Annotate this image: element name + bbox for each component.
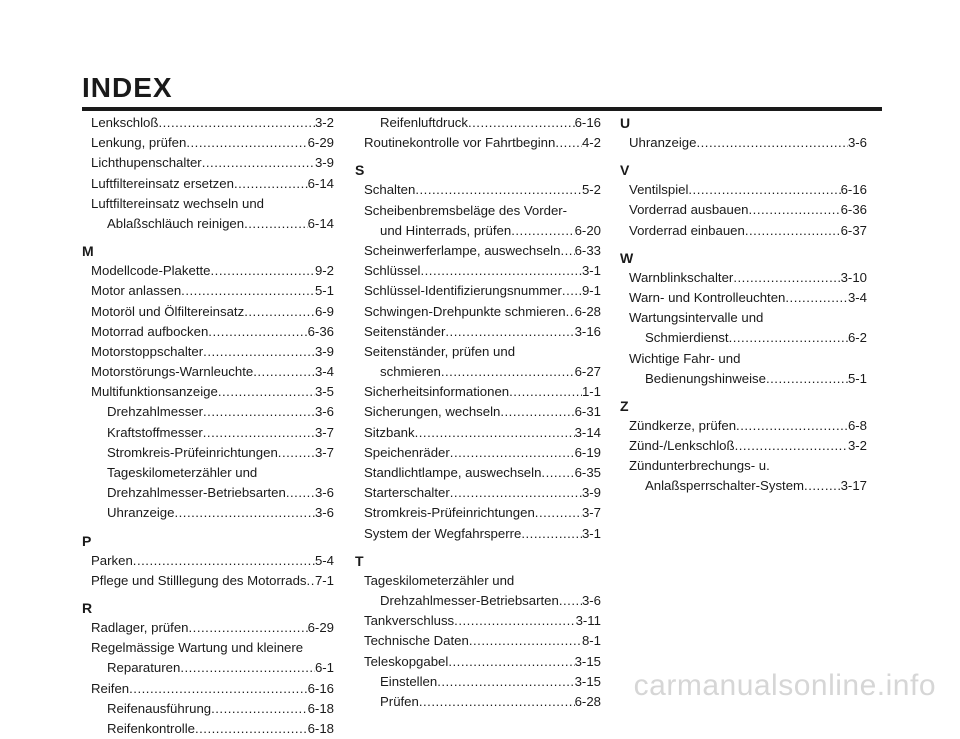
leader-dots	[203, 402, 315, 422]
entry-text: Schmierdienst	[645, 330, 729, 346]
entry-text: Starterschalter	[364, 485, 450, 501]
section-letter: U	[620, 115, 631, 131]
entry-text: Pflege und Stilllegung des Motorrads	[91, 572, 307, 588]
leader-dots	[469, 631, 582, 651]
entry-page: 6-33	[574, 242, 601, 258]
entry-page: 6-16	[307, 680, 334, 696]
leader-dots	[180, 658, 315, 678]
entry-page: 1-1	[581, 384, 601, 400]
entry-text: Luftfiltereinsatz wechseln und	[91, 195, 265, 211]
index-entry	[355, 571, 601, 591]
leader-dots	[203, 342, 315, 362]
leader-dots	[278, 443, 315, 463]
leader-dots	[448, 652, 574, 672]
leader-dots	[511, 221, 574, 241]
index-entry	[620, 133, 867, 153]
leader-dots	[766, 369, 848, 389]
entry-page: 3-10	[840, 269, 867, 285]
entry-text: schmieren	[380, 364, 441, 380]
entry-page: 3-15	[574, 673, 601, 689]
index-entry	[355, 302, 601, 322]
entry-page: 6-20	[574, 222, 601, 238]
index-section	[355, 113, 601, 153]
leader-dots	[186, 133, 307, 153]
index-entry	[355, 631, 601, 651]
entry-page: 6-8	[847, 417, 867, 433]
entry-text: Ablaßschläuch reinigen	[107, 215, 245, 231]
leader-dots	[253, 362, 315, 382]
index-entry	[82, 503, 334, 523]
title-rule	[82, 107, 882, 111]
entry-page: 3-11	[575, 613, 601, 629]
entry-page: 3-17	[840, 478, 867, 494]
entry-text: Technische Daten	[364, 633, 469, 649]
entry-text: Drehzahlmesser	[107, 404, 204, 420]
entry-text: Seitenständer, prüfen und	[364, 343, 516, 359]
entry-text: Reparaturen	[107, 660, 181, 676]
leader-dots	[420, 261, 581, 281]
entry-text: Reifen	[91, 680, 130, 696]
leader-dots	[445, 322, 574, 342]
index-entry	[355, 241, 601, 261]
section-letter: P	[82, 532, 92, 549]
index-entry	[82, 133, 334, 153]
entry-text: Zündunterbrechungs- u.	[629, 458, 770, 474]
index-entry	[82, 174, 334, 194]
entry-text: Reifenkontrolle	[107, 720, 195, 736]
entry-text: und Hinterrads, prüfen	[380, 222, 512, 238]
section-letter: Z	[620, 397, 629, 414]
leader-dots	[541, 463, 574, 483]
entry-text: Prüfen	[380, 693, 419, 709]
leader-dots	[733, 268, 840, 288]
index-entry	[620, 200, 867, 220]
leader-dots	[555, 133, 582, 153]
entry-page: 3-2	[314, 115, 334, 130]
leader-dots	[203, 423, 315, 443]
entry-page: 3-5	[314, 384, 334, 400]
entry-text: Tageskilometerzähler und	[107, 465, 258, 480]
index-entry	[355, 423, 601, 443]
entry-text: Ventilspiel	[629, 182, 689, 198]
leader-dots	[195, 719, 308, 739]
index-entry	[82, 423, 334, 443]
entry-text: Uhranzeige	[107, 505, 175, 521]
entry-text: Warn- und Kontrolleuchten	[629, 289, 786, 305]
index-column-3	[620, 113, 867, 497]
entry-page: 5-4	[314, 552, 334, 568]
index-entry	[82, 571, 334, 591]
leader-dots	[468, 113, 575, 133]
leader-dots	[244, 214, 308, 234]
entry-page: 6-2	[847, 330, 867, 346]
index-entry	[355, 692, 601, 712]
index-entry	[82, 281, 334, 301]
entry-text: Speichenräder	[364, 444, 450, 460]
entry-page: 6-9	[314, 303, 334, 319]
entry-text: Kraftstoffmesser	[107, 424, 203, 440]
entry-text: Lenkschloß	[91, 115, 159, 130]
entry-page: 6-36	[840, 202, 867, 218]
page-title: INDEX	[82, 72, 173, 103]
entry-text: Luftfiltereinsatz ersetzen	[91, 175, 234, 191]
entry-text: Sicherheitsinformationen	[364, 384, 510, 400]
leader-dots	[181, 281, 315, 301]
leader-dots	[234, 174, 308, 194]
entry-page: 6-35	[574, 465, 601, 480]
entry-text: Reifenluftdruck	[380, 115, 468, 130]
section-letter: M	[82, 243, 94, 260]
entry-text: Stromkreis-Prüfeinrichtungen	[364, 505, 535, 521]
leader-dots	[218, 382, 315, 402]
index-entry	[620, 221, 867, 241]
index-entry	[355, 342, 601, 362]
entry-text: Sitzbank	[364, 424, 415, 440]
index-entry	[82, 463, 334, 483]
leader-dots	[562, 281, 582, 301]
entry-page: 6-28	[574, 693, 601, 709]
entry-text: Sicherungen, wechseln	[364, 404, 501, 420]
entry-page: 3-1	[581, 525, 601, 541]
entry-page: 3-6	[847, 135, 867, 150]
leader-dots	[560, 241, 574, 261]
entry-text: Vorderrad ausbauen	[629, 202, 749, 218]
entry-page: 3-6	[314, 505, 334, 521]
entry-text: Seitenständer	[364, 323, 446, 339]
entry-page: 6-19	[574, 444, 601, 460]
leader-dots	[307, 571, 315, 591]
entry-page: 6-1	[314, 660, 334, 676]
index-entry	[82, 214, 334, 234]
entry-page: 3-7	[314, 424, 334, 440]
leader-dots	[696, 133, 847, 153]
index-entry	[355, 201, 601, 221]
entry-text: Standlichtlampe, auswechseln	[364, 465, 542, 480]
leader-dots	[688, 180, 840, 200]
index-entry	[355, 281, 601, 301]
index-entry	[620, 416, 867, 436]
index-entry	[82, 342, 334, 362]
index-entry	[82, 618, 334, 638]
entry-text: Tankverschluss	[364, 613, 455, 629]
entry-text: Schwingen-Drehpunkte schmieren	[364, 303, 566, 319]
leader-dots	[735, 436, 848, 456]
leader-dots	[500, 402, 574, 422]
index-entry	[82, 382, 334, 402]
entry-text: Schlüssel-Identifizierungsnummer	[364, 283, 562, 299]
entry-text: Multifunktionsanzeige	[91, 384, 218, 400]
entry-page: 5-1	[314, 283, 334, 299]
entry-page: 3-9	[314, 343, 334, 359]
index-entry	[355, 524, 601, 544]
section-letter: W	[620, 249, 634, 266]
leader-dots	[129, 679, 307, 699]
entry-text: Uhranzeige	[629, 135, 697, 150]
entry-page: 3-6	[314, 485, 334, 501]
index-entry	[355, 503, 601, 523]
index-entry	[355, 402, 601, 422]
leader-dots	[441, 362, 575, 382]
entry-text: Reifenausführung	[107, 700, 212, 716]
entry-text: Lenkung, prüfen	[91, 135, 187, 151]
index-entry	[620, 328, 867, 348]
entry-text: Schlüssel	[364, 263, 421, 279]
entry-page: 3-7	[581, 505, 601, 521]
entry-text: Zündkerze, prüfen	[629, 417, 737, 433]
leader-dots	[509, 382, 582, 402]
entry-page: 6-36	[307, 323, 334, 339]
index-entry	[355, 591, 601, 611]
entry-page: 6-18	[307, 720, 334, 736]
index-column-1	[82, 113, 334, 739]
entry-text: Scheibenbremsbeläge des Vorder-	[364, 202, 568, 218]
entry-page: 6-14	[307, 215, 334, 231]
entry-page: 5-2	[581, 182, 601, 198]
index-entry	[82, 302, 334, 322]
index-entry	[355, 611, 601, 631]
index-entry	[355, 221, 601, 241]
entry-page: 3-1	[581, 263, 601, 279]
leader-dots	[419, 692, 575, 712]
entry-text: Teleskopgabel	[364, 653, 449, 669]
index-entry	[355, 322, 601, 342]
leader-dots	[189, 618, 308, 638]
index-entry	[355, 652, 601, 672]
leader-dots	[202, 153, 315, 173]
entry-text: Routinekontrolle vor Fahrtbeginn	[364, 135, 556, 151]
leader-dots	[736, 416, 848, 436]
index-entry	[82, 679, 334, 699]
index-section	[82, 531, 334, 591]
leader-dots	[745, 221, 841, 241]
entry-text: System der Wegfahrsperre	[364, 525, 522, 541]
entry-page: 6-16	[574, 115, 601, 130]
entry-page: 3-16	[574, 323, 601, 339]
index-entry	[355, 180, 601, 200]
index-entry	[355, 261, 601, 281]
entry-text: Schalten	[364, 182, 416, 198]
entry-page: 6-16	[840, 182, 867, 198]
index-section	[355, 551, 601, 712]
index-section	[355, 160, 601, 543]
leader-dots	[729, 328, 848, 348]
entry-page: 3-6	[314, 404, 334, 420]
index-section	[620, 248, 867, 389]
entry-page: 6-14	[307, 175, 334, 191]
leader-dots	[415, 180, 582, 200]
entry-text: Motorstörungs-Warnleuchte	[91, 364, 254, 380]
index-entry	[355, 382, 601, 402]
entry-page: 5-1	[847, 370, 867, 386]
index-entry	[82, 719, 334, 739]
entry-text: Stromkreis-Prüfeinrichtungen	[107, 444, 278, 460]
index-section	[620, 160, 867, 241]
index-entry	[82, 194, 334, 214]
index-entry	[82, 658, 334, 678]
index-entry	[355, 463, 601, 483]
entry-page: 9-2	[314, 263, 334, 279]
entry-page: 3-6	[581, 592, 601, 608]
index-entry	[355, 483, 601, 503]
leader-dots	[785, 288, 848, 308]
section-letter: V	[620, 162, 630, 179]
entry-text: Drehzahlmesser-Betriebsarten	[107, 485, 286, 501]
entry-page: 9-1	[581, 283, 601, 299]
leader-dots	[566, 302, 575, 322]
entry-page: 8-1	[581, 633, 601, 649]
entry-text: Scheinwerferlampe, auswechseln	[364, 242, 561, 258]
entry-text: Zünd-/Lenkschloß	[629, 438, 735, 454]
entry-text: Lichthupenschalter	[91, 155, 202, 171]
index-entry	[82, 551, 334, 571]
leader-dots	[454, 611, 575, 631]
leader-dots	[559, 591, 582, 611]
index-entry	[620, 369, 867, 389]
entry-text: Motoröl und Ölfiltereinsatz	[91, 303, 245, 319]
entry-text: Warnblinkschalter	[629, 269, 734, 285]
entry-text: Motor anlassen	[91, 283, 182, 299]
entry-page: 6-27	[574, 364, 601, 380]
watermark: carmanualsonline.info	[633, 669, 936, 702]
index-entry	[355, 113, 601, 133]
entry-page: 6-29	[307, 135, 334, 151]
leader-dots	[158, 113, 314, 133]
leader-dots	[437, 672, 574, 692]
leader-dots	[286, 483, 315, 503]
entry-page: 3-9	[314, 155, 334, 171]
index-section	[620, 396, 867, 497]
entry-text: Motorrad aufbocken	[91, 323, 209, 339]
index-entry	[355, 443, 601, 463]
index-entry	[355, 672, 601, 692]
index-entry	[620, 476, 867, 496]
entry-text: Wichtige Fahr- und	[629, 350, 741, 366]
index-entry	[620, 268, 867, 288]
entry-page: 6-29	[307, 619, 334, 635]
index-entry	[82, 362, 334, 382]
leader-dots	[804, 476, 841, 496]
index-section	[82, 598, 334, 739]
section-letter: S	[355, 162, 365, 179]
section-letter: R	[82, 599, 93, 616]
index-entry	[355, 133, 601, 153]
entry-text: Parken	[91, 552, 133, 568]
index-entry	[82, 443, 334, 463]
entry-text: Motorstoppschalter	[91, 343, 204, 359]
entry-text: Vorderrad einbauen	[629, 222, 745, 238]
index-section	[82, 241, 334, 523]
entry-text: Regelmässige Wartung und kleinere	[91, 640, 304, 656]
leader-dots	[749, 200, 841, 220]
entry-text: Radlager, prüfen	[91, 619, 189, 635]
entry-page: 3-14	[574, 424, 601, 440]
entry-text: Tageskilometerzähler und	[364, 572, 515, 588]
entry-page: 3-4	[314, 364, 334, 380]
entry-page: 3-9	[581, 485, 601, 501]
index-entry	[82, 153, 334, 173]
leader-dots	[521, 524, 582, 544]
entry-page: 6-37	[840, 222, 867, 238]
entry-page: 3-4	[847, 289, 867, 305]
entry-page: 6-31	[574, 404, 601, 420]
leader-dots	[208, 322, 307, 342]
index-entry	[620, 456, 867, 476]
section-letter: T	[355, 552, 364, 569]
index-column-2	[355, 113, 601, 712]
index-entry	[82, 638, 334, 658]
index-entry	[82, 483, 334, 503]
leader-dots	[244, 302, 315, 322]
entry-text: Bedienungshinweise	[645, 370, 766, 386]
entry-page: 3-7	[314, 444, 334, 460]
leader-dots	[450, 483, 582, 503]
entry-page: 4-2	[581, 135, 601, 151]
leader-dots	[133, 551, 315, 571]
entry-page: 3-2	[847, 438, 867, 454]
index-section	[620, 113, 867, 153]
index-entry	[620, 349, 867, 369]
leader-dots	[174, 503, 314, 523]
entry-text: Drehzahlmesser-Betriebsarten	[380, 592, 559, 608]
index-entry	[82, 322, 334, 342]
index-entry	[82, 261, 334, 281]
index-entry	[620, 308, 867, 328]
index-entry	[82, 402, 334, 422]
leader-dots	[450, 443, 575, 463]
entry-page: 6-18	[307, 700, 334, 716]
entry-page: 7-1	[314, 572, 334, 588]
index-entry	[355, 362, 601, 382]
entry-page: 6-28	[574, 303, 601, 319]
index-entry	[620, 436, 867, 456]
index-entry	[82, 113, 334, 133]
entry-text: Modellcode-Plakette	[91, 263, 211, 279]
index-entry	[620, 288, 867, 308]
entry-text: Einstellen	[380, 673, 438, 689]
leader-dots	[415, 423, 575, 443]
leader-dots	[211, 261, 315, 281]
entry-text: Anlaßsperrschalter-System	[645, 478, 805, 494]
entry-text: Wartungsintervalle und	[629, 310, 764, 326]
entry-page: 3-15	[574, 653, 601, 669]
leader-dots	[535, 503, 582, 523]
index-section	[82, 113, 334, 234]
index-entry	[620, 180, 867, 200]
